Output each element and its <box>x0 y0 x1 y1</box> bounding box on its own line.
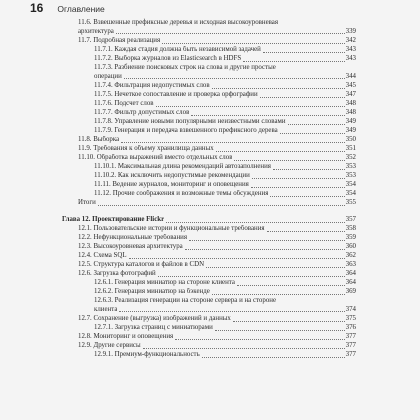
toc-page-number: 377 <box>345 351 356 358</box>
dot-leader <box>233 321 345 322</box>
toc-entry[interactable] <box>78 333 356 342</box>
toc-entry[interactable] <box>62 216 356 225</box>
toc-entry-title: клиента <box>94 305 118 313</box>
toc-page-number: 347 <box>345 91 356 98</box>
toc-entry[interactable] <box>94 297 356 314</box>
dot-leader <box>166 222 345 223</box>
dot-leader <box>216 151 345 152</box>
toc-entry-title: 11.10.2. Как исключить недопустимые рекомендации <box>94 172 250 179</box>
toc-entry[interactable] <box>78 145 356 154</box>
toc-entry-title: 12.6. Загрузка фотографий <box>78 270 156 277</box>
dot-leader <box>212 294 345 295</box>
toc-page-number: 377 <box>345 333 356 340</box>
toc-entry-title: 11.7.6. Подсчет слов <box>94 100 154 107</box>
toc-page-number: 359 <box>345 234 356 241</box>
toc-entry[interactable] <box>94 82 356 91</box>
dot-leader <box>121 142 344 143</box>
toc-entry[interactable] <box>78 261 356 270</box>
toc-entry-title: 12.8. Мониторинг и оповещения <box>78 333 174 340</box>
dot-leader <box>273 169 345 170</box>
toc-entry-title: 11.9. Требования к объему хранилища данных <box>78 145 214 152</box>
dot-leader <box>215 330 345 331</box>
toc-entry[interactable] <box>78 270 356 279</box>
dot-leader <box>124 78 345 79</box>
toc-entry-title-line1: 11.6. Взвешенные префиксные деревья и исходная высокоуровневая <box>78 19 279 26</box>
page-number: 16 <box>30 1 44 15</box>
running-title: Оглавление <box>57 4 105 14</box>
dot-leader <box>260 97 345 98</box>
dot-leader <box>252 178 345 179</box>
toc-entry-title: 12.6.2. Генерация миниатюр на бэкенде <box>94 288 210 295</box>
toc-entry-title: 12.2. Нефункциональные требования <box>78 234 188 241</box>
dot-leader <box>191 115 344 116</box>
dot-leader <box>280 133 345 134</box>
toc-entry-title: 11.7.7. Фильтр допустимых слов <box>94 109 190 116</box>
toc-entry-title: 12.5. Структура каталогов и файлов в CDN <box>78 261 205 268</box>
dot-leader <box>156 106 345 107</box>
toc-page-number: 363 <box>345 261 356 268</box>
toc-page-number: 364 <box>345 270 356 277</box>
toc-page-number: 352 <box>345 154 356 161</box>
toc-entry-title: 12.1. Пользовательские истории и функциональные требования <box>78 225 265 232</box>
toc-entry-title: 12.9. Другие сервисы <box>78 342 141 349</box>
toc-page-number: 369 <box>345 288 356 295</box>
toc-entry[interactable] <box>94 181 356 190</box>
toc-page-number: 376 <box>345 324 356 331</box>
toc-page-number: 375 <box>345 315 356 322</box>
toc-entry[interactable] <box>94 324 356 333</box>
toc-page-number: 339 <box>345 27 356 35</box>
toc-page-number: 348 <box>345 100 356 107</box>
toc-entry-title: 12.9.1. Премиум-функциональность <box>94 351 200 358</box>
toc-entry[interactable] <box>78 252 356 261</box>
dot-leader <box>270 196 344 197</box>
toc-entry[interactable] <box>78 243 356 252</box>
dot-leader <box>251 187 345 188</box>
toc-entry-title: 11.12. Прочие соображения и возможные темы обсуждения <box>94 190 269 197</box>
toc-entry[interactable] <box>94 100 356 109</box>
dot-leader <box>189 240 345 241</box>
toc-entry-title: 11.7.5. Нечеткое сопоставление и проверка орфографии <box>94 91 258 98</box>
toc-page-number: 349 <box>345 118 356 125</box>
toc-entry[interactable] <box>94 351 356 360</box>
toc-entry[interactable] <box>94 163 356 172</box>
toc-entry-title: Глава 12. Проектирование Flickr <box>62 216 165 223</box>
toc-entry-title: 11.11. Ведение журналов, мониторинг и оповещения <box>94 181 249 188</box>
toc-page-number: 353 <box>345 172 356 179</box>
toc-entry[interactable] <box>94 127 356 136</box>
toc-page-number: 364 <box>345 279 356 286</box>
dot-leader <box>202 357 345 358</box>
dot-leader <box>129 258 345 259</box>
toc-entry-title: 12.7.1. Загрузка страниц с миниатюрами <box>94 324 213 331</box>
toc-entry[interactable] <box>94 64 356 81</box>
toc-entry-title: 12.6.1. Генерация миниатюр на стороне клиента <box>94 279 235 286</box>
toc-page-number: 377 <box>345 342 356 349</box>
toc-page-number: 354 <box>345 181 356 188</box>
toc-entry[interactable] <box>78 234 356 243</box>
dot-leader <box>263 52 345 53</box>
toc-entry-title: 11.10. Обработка выражений вместо отдельных слов <box>78 154 233 161</box>
toc-entry-title-line1: 11.7.3. Разбиение поисковых строк на слова и другие простые <box>94 64 276 71</box>
toc-entry-title: 11.8. Выборка <box>78 136 120 143</box>
dot-leader <box>185 249 345 250</box>
toc-entry-title: 12.4. Схема SQL <box>78 252 127 259</box>
toc-page-number: 348 <box>345 109 356 116</box>
toc-entry[interactable] <box>94 109 356 118</box>
toc-entry[interactable] <box>78 199 356 208</box>
toc-entry[interactable] <box>78 37 356 46</box>
toc-page-number: 343 <box>345 55 356 62</box>
toc-page-number: 355 <box>345 199 356 206</box>
toc-entry-title-line1: 12.6.3. Реализация генерации на стороне сервера и на стороне <box>94 297 277 304</box>
dot-leader <box>206 267 345 268</box>
toc-entry[interactable] <box>78 342 356 351</box>
dot-leader <box>234 160 344 161</box>
toc-page-number: 345 <box>345 82 356 89</box>
toc-page-number: 354 <box>345 190 356 197</box>
dot-leader <box>158 276 345 277</box>
toc-entry[interactable] <box>78 225 356 234</box>
toc-entry-title: 12.7. Сохранение (выгрузка) изображений и данных <box>78 315 231 322</box>
dot-leader <box>143 348 345 349</box>
dot-leader <box>98 205 345 206</box>
toc-entry[interactable] <box>94 91 356 100</box>
toc-page-number: 374 <box>345 305 356 313</box>
toc-entry-title: 11.7.2. Выборка журналов из Elasticsearch в HDFS <box>94 55 242 62</box>
toc-entry[interactable] <box>94 172 356 181</box>
dot-leader <box>237 285 345 286</box>
toc-page-number: 357 <box>345 216 356 223</box>
toc-entry-title: операции <box>94 72 122 80</box>
toc-entry[interactable] <box>94 55 356 64</box>
toc-page-number: 351 <box>345 145 356 152</box>
toc-page-number: 360 <box>345 243 356 250</box>
toc-entry[interactable] <box>94 118 356 127</box>
dot-leader <box>175 339 344 340</box>
toc-entry-title: 11.7. Подробная реализация <box>78 37 161 44</box>
toc-entry-title: Итоги <box>78 199 96 206</box>
dot-leader <box>212 88 345 89</box>
toc-entry[interactable] <box>94 279 356 288</box>
toc-page-number: 353 <box>345 163 356 170</box>
toc-entry[interactable] <box>94 190 356 199</box>
toc-page-number: 343 <box>345 46 356 53</box>
toc-entry-title: 12.3. Высокоуровневая архитектура <box>78 243 183 250</box>
toc-entry-title: 11.7.8. Управление новыми популярными неизвестными словами <box>94 118 286 125</box>
toc-page-number: 344 <box>345 72 356 80</box>
toc-page-number: 350 <box>345 136 356 143</box>
dot-leader <box>267 231 345 232</box>
toc-entry[interactable] <box>78 19 356 36</box>
toc-page-number: 342 <box>345 37 356 44</box>
toc-entry-title: 11.10.1. Максимальная длина рекомендаций автозаполнения <box>94 163 271 170</box>
toc-entry-title: 11.7.9. Генерация и передача взвешенного префиксного дерева <box>94 127 278 134</box>
toc-page-number: 349 <box>345 127 356 134</box>
toc-entry[interactable] <box>94 46 356 55</box>
toc-entry[interactable] <box>94 288 356 297</box>
dot-leader <box>288 124 345 125</box>
toc-entry-title: 11.7.4. Фильтрация недопустимых слов <box>94 82 210 89</box>
toc-page-number: 358 <box>345 225 356 232</box>
toc-entry[interactable] <box>78 154 356 163</box>
dot-leader <box>162 43 344 44</box>
toc-entry[interactable] <box>78 315 356 324</box>
dot-leader <box>116 33 345 34</box>
dot-leader <box>119 311 344 312</box>
toc-page-number: 362 <box>345 252 356 259</box>
toc-entry-title: архитектура <box>78 27 114 35</box>
dot-leader <box>243 61 344 62</box>
toc-entry[interactable] <box>78 136 356 145</box>
toc-entry-title: 11.7.1. Каждая стадия должна быть независимой задачей <box>94 46 261 53</box>
